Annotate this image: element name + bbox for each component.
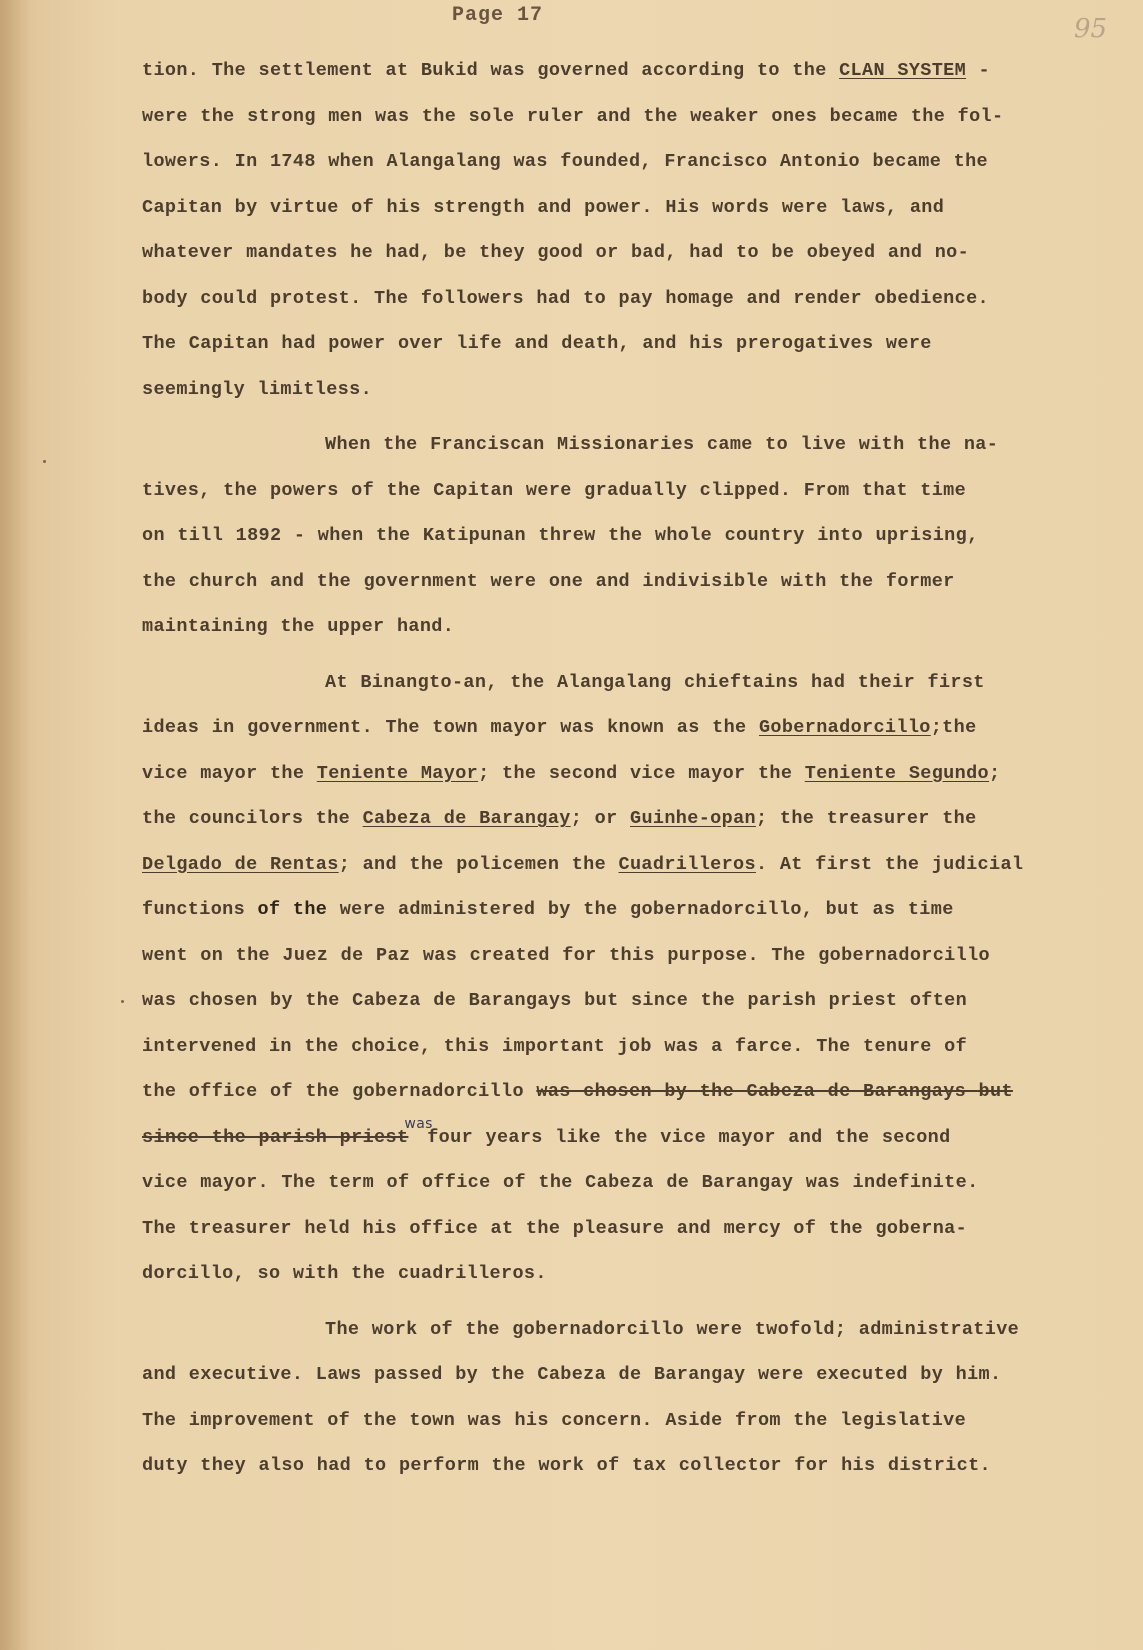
underlined-term: Guinhe-opan: [630, 808, 756, 829]
text-line: [142, 185, 1132, 231]
text-run: was chosen by the Cabeza de Barangays but since the parish priest often: [142, 990, 968, 1011]
underlined-term: Gobernadorcillo: [758, 717, 931, 738]
text-run: four years like the vice mayor and the second: [414, 1126, 951, 1148]
text-run: ;: [989, 762, 1001, 784]
text-run: When the Franciscan Missionaries came to live with the na-: [325, 434, 999, 455]
text-run: and executive. Laws passed by the Cabeza de Barangay were executed by him.: [142, 1364, 1002, 1385]
text-run: functions: [142, 899, 258, 920]
paragraph: [142, 48, 1132, 412]
text-run: were administered by the gobernadorcillo, but as time: [327, 899, 954, 920]
text-run: At Binangto-an, the Alangalang chieftains had their first: [325, 671, 985, 693]
text-line: [142, 1251, 1132, 1297]
text-run: The treasurer held his office at the pleasure and mercy of the goberna-: [142, 1217, 968, 1239]
text-run: -: [966, 60, 990, 81]
text-line: [142, 1024, 1132, 1070]
text-line: [142, 139, 1132, 185]
text-line: [142, 1443, 1132, 1489]
paragraph: [142, 1307, 1132, 1489]
text-run: tives, the powers of the Capitan were gradually clipped. From that time: [142, 479, 967, 501]
text-line: [142, 933, 1132, 979]
text-line: [142, 842, 1132, 888]
text-run: The improvement of the town was his concern. Aside from the legislative: [142, 1409, 967, 1431]
struck-out-text: since the parish priest: [142, 1126, 409, 1148]
text-line: [142, 887, 1132, 933]
text-run: whatever mandates he had, be they good or bad, had to be obeyed and no-: [142, 242, 970, 263]
text-line: [142, 276, 1132, 322]
text-line: [142, 422, 1132, 468]
overtyped-text: of the: [257, 899, 328, 920]
text-run: ; and the policemen the: [338, 853, 619, 875]
text-run: the councilors the: [142, 808, 363, 829]
handwritten-insertion: was: [404, 1115, 433, 1132]
text-run: the church and the government were one and indivisible with the former: [142, 570, 955, 592]
underlined-term: Teniente Mayor: [316, 762, 479, 784]
text-run: ; or: [570, 808, 630, 829]
text-line: [142, 660, 1132, 706]
text-run: the office of the gobernadorcillo: [142, 1081, 537, 1102]
text-run: tion. The settlement at Bukid was governed according to the: [142, 60, 840, 81]
text-line: [142, 1160, 1132, 1206]
text-run: ; the treasurer the: [755, 808, 977, 829]
text-line: [142, 978, 1132, 1024]
paper-edge-shadow: [0, 0, 30, 1650]
text-line: [142, 796, 1132, 842]
text-line: [142, 230, 1132, 276]
paragraph: [142, 660, 1132, 1297]
paragraph-gap: [142, 412, 1132, 422]
text-run: The work of the gobernadorcillo were twofold; administrative: [325, 1318, 1020, 1340]
text-run: ;the: [930, 717, 977, 738]
text-run: vice mayor. The term of office of the Cabeza de Barangay was indefinite.: [142, 1172, 979, 1193]
ink-speck: [121, 1000, 124, 1003]
text-line: [142, 1307, 1132, 1353]
handwritten-page-number: 95: [1074, 14, 1108, 44]
text-line: [142, 751, 1132, 797]
text-run: vice mayor the: [142, 762, 317, 784]
paragraph-gap: [142, 1297, 1132, 1307]
text-line: [142, 559, 1132, 605]
text-run: body could protest. The followers had to pay homage and render obedience.: [142, 287, 989, 309]
typed-text-body: [142, 48, 1132, 1489]
text-line: [142, 48, 1132, 94]
text-run: on till 1892 - when the Katipunan threw the whole country into uprising,: [142, 525, 979, 546]
text-line: [142, 1398, 1132, 1444]
text-line: [142, 604, 1132, 650]
text-run: went on the Juez de Paz was created for this purpose. The gobernadorcillo: [142, 944, 990, 966]
text-line: [142, 1352, 1132, 1398]
text-run: The Capitan had power over life and death, and his prerogatives were: [142, 333, 932, 354]
text-run: dorcillo, so with the cuadrilleros.: [142, 1263, 547, 1284]
text-run: duty they also had to perform the work of tax collector for his district.: [142, 1455, 991, 1476]
text-run: Capitan by virtue of his strength and power. His words were laws, and: [142, 196, 945, 218]
text-run: intervened in the choice, this important job was a farce. The tenure of: [142, 1035, 968, 1057]
underlined-term: Cuadrilleros: [618, 853, 756, 875]
page-header: Page 17: [452, 4, 544, 27]
text-line: [142, 1115, 1132, 1161]
underlined-term: Cabeza de Barangay: [362, 808, 571, 829]
text-line: [142, 367, 1132, 413]
text-run: lowers. In 1748 when Alangalang was founded, Francisco Antonio became the: [142, 151, 988, 172]
text-line: [142, 1069, 1132, 1115]
text-line: [142, 705, 1132, 751]
text-run: seemingly limitless.: [142, 378, 373, 400]
text-run: maintaining the upper hand.: [142, 616, 455, 637]
text-run: ; the second vice mayor the: [478, 762, 805, 784]
text-line: [142, 94, 1132, 140]
text-run: . At first the judicial: [755, 853, 1024, 875]
text-line: [142, 321, 1132, 367]
underlined-term: Teniente Segundo: [804, 762, 989, 784]
ink-speck: [43, 460, 46, 463]
struck-out-text: was chosen by the Cabeza de Barangays but: [536, 1081, 1013, 1102]
paragraph: [142, 422, 1132, 650]
text-line: [142, 468, 1132, 514]
text-run: were the strong men was the sole ruler and the weaker ones became the fol-: [142, 105, 1004, 127]
underlined-term: CLAN SYSTEM: [839, 60, 967, 81]
text-line: [142, 1206, 1132, 1252]
underlined-term: Delgado de Rentas: [142, 853, 339, 875]
paragraph-gap: [142, 650, 1132, 660]
text-line: [142, 513, 1132, 559]
text-run: ideas in government. The town mayor was known as the: [142, 717, 759, 738]
